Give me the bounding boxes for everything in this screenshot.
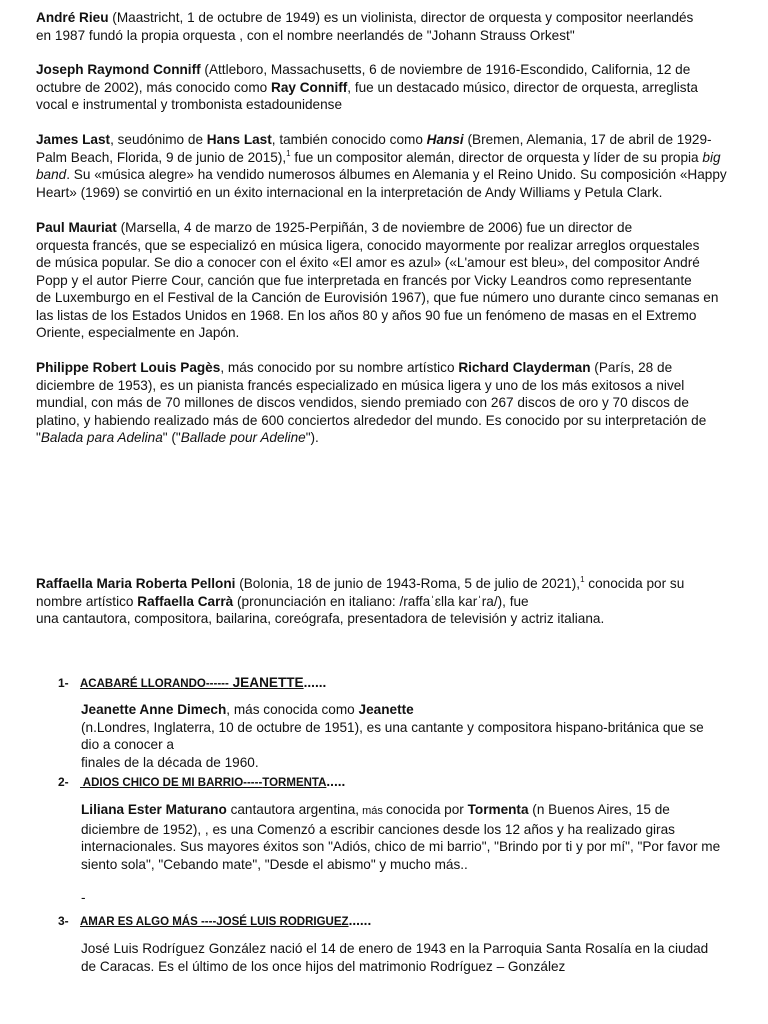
name-raffaella-pelloni: Raffaella Maria Roberta Pelloni <box>36 576 236 591</box>
alias-raffaella-carra: Raffaella Carrà <box>137 593 234 609</box>
paragraph-raffaella-carra: Raffaella Maria Roberta Pelloni (Bolonia, 18 de junio de 1943-Roma, 5 de julio de 2021),$^1$ conocida por su nombre artístico Raffaella Carrà (pronunciación en italiano: /raffaˈɛlla karˈra/), fue una cantautora, compositora, bailarina, coreógrafa, presentadora de televisión y actriz italiana. <box>36 575 685 626</box>
name-andre-rieu: André Rieu <box>36 10 109 25</box>
paragraph-ray-conniff: Joseph Raymond Conniff (Attleboro, Massachusetts, 6 de noviembre de 1916-Escondido, California, 12 de octubre de 2002), más conocido como Ray Conniff, fue un destacado músico, director de orquesta, arreglista vocal e instrumental y trombonista estadounidense <box>36 62 698 112</box>
list-item-2-bio: Liliana Ester Maturano cantautora argentina, más conocida por Tormenta (n Buenos Aires, 15 de diciembre de 1952), , es una Comenzó a escribir canciones desde los 12 años y ha realizado giras internacionales. Sus mayores éxitos son "Adiós, chico de mi barrio", "Brindo por ti y por mí", "Por favor me siento sola", "Cebando mate", "Desde el abismo" y mucho más.. <box>81 802 721 872</box>
paragraph-paul-mauriat: Paul Mauriat (Marsella, 4 de marzo de 1925-Perpiñán, 3 de noviembre de 2006) fue un director de orquesta francés, que se especializó en música ligera, conocido mayormente por realizar arreglos orquestales de música popular. Se dio a conocer con el éxito «El amor es azul» («L'amour est bleu», del compositor André Popp y el autor Pierre Cour, canción que fue interpretada en francés por Vicky Leandros como representante de Luxemburgo en el Festival de la Canción de Eurovisión 1967), que fue número uno durante cinco semanas en las listas de los Estados Unidos en 1968. En los años 80 y años 90 fue un fenómeno de masas en el Extremo Oriente, especialmente en Japón. <box>36 220 719 340</box>
list-item-1-bio: Jeanette Anne Dimech, más conocida como Jeanette (n.Londres, Inglaterra, 10 de octubre de 1951), es una cantante y compositora hispano-británica que se dio a conocer a finales de la década de 1960. <box>81 702 704 770</box>
list-item-3-heading: 3- AMAR ES ALGO MÁS ----JOSÉ LUIS RODRIGUEZ...... <box>58 913 372 928</box>
list-item-2-dash: - <box>81 890 86 905</box>
alias-richard-clayderman: Richard Clayderman <box>458 360 591 375</box>
name-james-last: James Last <box>36 132 111 147</box>
list-item-3-bio: José Luis Rodríguez González nació el 14 de enero de 1943 en la Parroquia Santa Rosalía en la ciudad de Caracas. Es el último de los once hijos del matrimonio Rodríguez – González <box>81 941 709 974</box>
name-philippe-pages: Philippe Robert Louis Pagès <box>36 360 221 375</box>
paragraph-james-last: James Last, seudónimo de Hans Last, también conocido como Hansi (Bremen, Alemania, 17 de abril de 1929- Palm Beach, Florida, 9 de junio de 2015),$^1$ fue un compositor alemán, director de orquesta y líder de su propia big band. Su «música alegre» ha vendido numerosos álbumes en Alemania y el Reino Unido. Su composición «Happy Heart» (1969) se convirtió en un éxito internacional en la interpretación de Andy Williams y Petula Clark. <box>36 132 727 200</box>
name-paul-mauriat: Paul Mauriat <box>36 220 117 235</box>
paragraph-andre-rieu: André Rieu (Maastricht, 1 de octubre de 1949) es un violinista, director de orquesta y compositor neerlandés en 1987 fundó la propia orquesta , con el nombre neerlandés de "Johann Strauss Orkest" <box>36 10 694 43</box>
list-item-1-heading: 1- ACABARÉ LLORANDO------ JEANETTE...... <box>58 675 327 690</box>
paragraph-richard-clayderman: Philippe Robert Louis Pagès, más conocido por su nombre artístico Richard Clayderman (París, 28 de diciembre de 1953), es un pianista francés especializado en música ligera y uno de los más exitosos a nivel mundial, con más de 70 millones de discos vendidos, siendo premiado con 267 discos de oro y 70 discos de platino, y habiendo realizado más de 600 conciertos alrededor del mundo. Es conocido por su interpretación de "Balada para Adelina" ("Ballade pour Adeline"). <box>36 360 707 445</box>
list-item-2-heading: 2- ADIOS CHICO DE MI BARRIO-----TORMENTA..... <box>58 774 346 789</box>
name-joseph-conniff: Joseph Raymond Conniff <box>36 62 201 77</box>
alias-ray-conniff: Ray Conniff <box>271 79 348 95</box>
